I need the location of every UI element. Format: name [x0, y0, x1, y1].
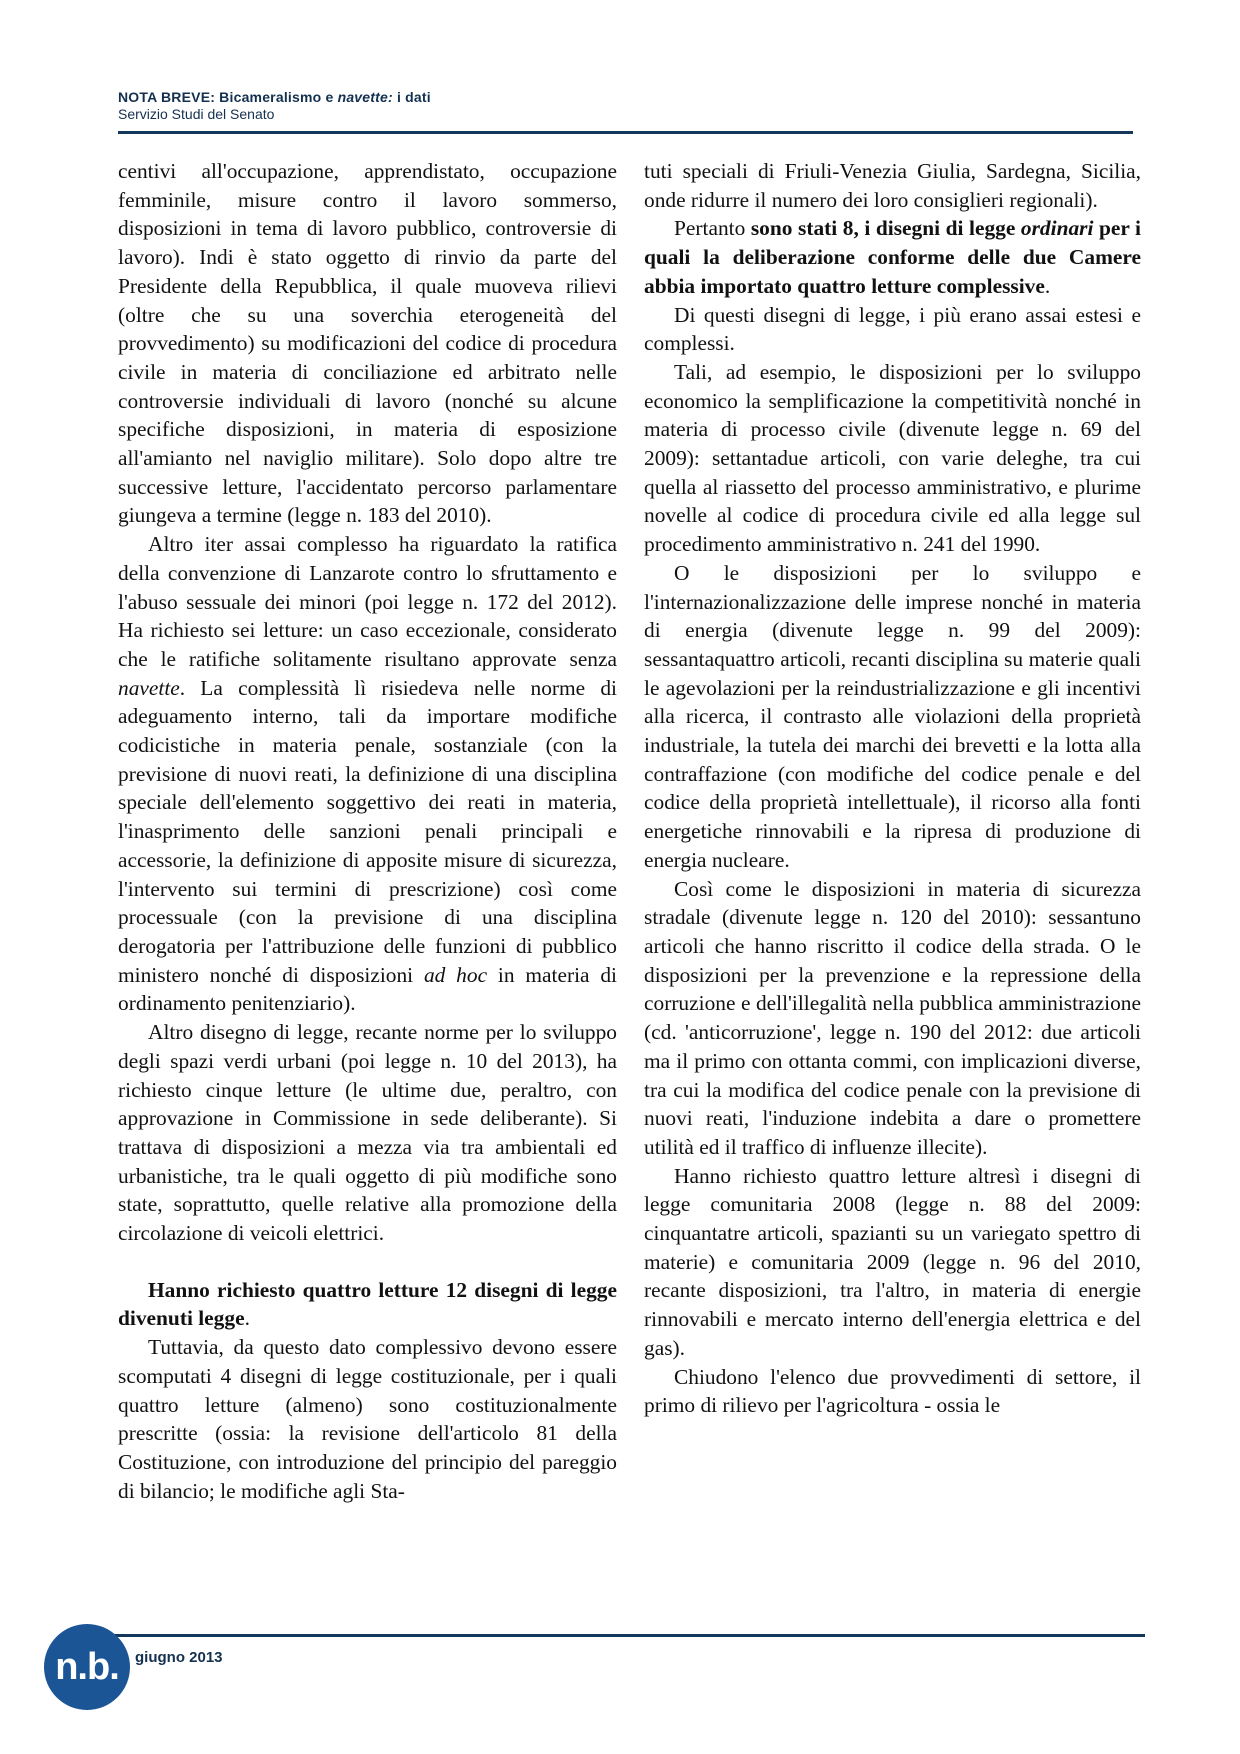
paragraph: Altro disegno di legge, recante norme per lo sviluppo degli spazi verdi urbani (poi legge n. 10 del 2013), ha richiesto cinque letture (le ultime due, peraltro, con approvazione in Commissione in sede deliberante). Si trattava di disposizioni a mezza via tra ambientali ed urbanistiche, tra le quali oggetto di più modifiche sono state, soprattutto, quelle relative alla promozione della circolazione di veicoli elettrici. — [118, 1020, 617, 1246]
left-column — [118, 157, 617, 1505]
footer-date: giugno 2013 — [135, 1649, 223, 1666]
text-run: in materia di ordinamento penitenziario). — [118, 962, 617, 1016]
text-run: . La complessità lì risiedeva nelle norme di adeguamento interno, tali da importare modifiche codicistiche in materia penale, sostanziale (con la previsione di nuovi reati, la definizione di una disciplina speciale dell'elemento soggettivo dei reati in materia, l'inasprimento delle sanzioni penali principali e accessorie, la definizione di apposite misure di sicurezza, l'intervento sui termini di prescrizione) così come processuale (con la previsione di una disciplina derogatoria per l'attribuzione delle funzioni di pubblico ministero nonché di disposizioni — [118, 675, 617, 987]
paragraph — [118, 530, 617, 1018]
logo-text: n.b. — [55, 1645, 119, 1688]
nb-logo — [44, 1624, 130, 1710]
text-run: . — [1044, 273, 1051, 298]
header-title-italic: navette: — [337, 89, 393, 105]
italic-run: ad hoc — [423, 962, 488, 987]
paragraph: Tuttavia, da questo dato complessivo devono essere scomputati 4 disegni di legge costituzionale, per i quali quattro letture (almeno) sono costituzionalmente prescritte (ossia: la revisione dell'articolo 81 della Costituzione, con introduzione del principio del pareggio di bilancio; le modifiche agli Sta- — [118, 1335, 617, 1503]
paragraph: Hanno richiesto quattro letture altresì i disegni di legge comunitaria 2008 (legge n. 88 del 2009: cinquantatre articoli, spazianti su un variegato spettro di materie) e comunitaria 2009 (legge n. 96 del 2010, recante disposizioni, tra l'altro, in materia di energie rinnovabili e mercato interno dell'energia elettrica e del gas). — [644, 1163, 1141, 1360]
page-header — [118, 88, 1130, 123]
highlight-paragraph — [118, 1276, 617, 1333]
paragraph: centivi all'occupazione, apprendistato, occupazione femminile, misure contro il lavoro sommerso, disposizioni in tema di lavoro pubblico, controversie di lavoro). Indi è stato oggetto di rinvio da parte del Presidente della Repubblica, il quale muoveva rilievi (oltre che su una soverchia eterogeneità del provvedimento) su modificazioni del codice di procedura civile in materia di conciliazione ed arbitrato nelle controversie individuali di lavoro (nonché su alcune specifiche disposizioni, in materia di esposizione all'amianto nel naviglio militare). Solo dopo altre tre successive letture, l'accidentato percorso parlamentare giungeva a termine (legge n. 183 del 2010). — [118, 159, 617, 528]
text-run: Pertanto — [674, 216, 751, 241]
paragraph: Così come le disposizioni in materia di sicurezza stradale (divenute legge n. 120 del 2010): sessantuno articoli che hanno riscritto il codice della strada. O le disposizioni per la prevenzione e la repressione della corruzione e dell'illegalità nella pubblica amministrazione (cd. 'anticorruzione', legge n. 190 del 2012: due articoli ma il primo con ottanta commi, con implicazioni diverse, tra cui la modifica del codice penale con la previsione di nuovi reati, l'induzione indebita a dare o promettere utilità ed il traffico di influenze illecite). — [644, 876, 1141, 1159]
paragraph: Tali, ad esempio, le disposizioni per lo sviluppo economico la semplificazione la competitività nonché in materia di processo civile (divenute legge n. 69 del 2009): settantadue articoli, con varie deleghe, tra cui quella al riassetto del processo amministrativo, e plurime novelle al codice di procedura civile ed alla legge sul procedimento amministrativo n. 241 del 1990. — [644, 359, 1141, 557]
text-run: . — [244, 1306, 250, 1331]
bold-italic-run: ordinari — [1020, 216, 1094, 241]
italic-run: navette — [118, 675, 180, 700]
paragraph: tuti speciali di Friuli-Venezia Giulia, Sardegna, Sicilia, onde ridurre il numero dei loro consiglieri regionali). — [644, 159, 1141, 212]
header-divider — [118, 131, 1133, 134]
header-title-suffix: i dati — [392, 89, 431, 105]
paragraph: O le disposizioni per lo sviluppo e l'internazionalizzazione delle imprese nonché in materia di energia (divenute legge n. 99 del 2009): sessantaquattro articoli, recanti disciplina su materie quali le agevolazioni per la reindustrializzazione e gli incentivi alla ricerca, il contrasto alle violazioni della proprietà industriale, la tutela dei marchi dei brevetti e la lotta alla contraffazione (con modifiche del codice penale e del codice della proprietà intellettuale), il ricorso alla fonti energetiche rinnovabili e la ripresa di produzione di energia nucleare. — [644, 560, 1141, 872]
header-subtitle: Servizio Studi del Senato — [118, 106, 275, 122]
header-title — [118, 88, 1130, 106]
paragraph: Di questi disegni di legge, i più erano assai estesi e complessi. — [644, 302, 1141, 356]
header-title-prefix: NOTA BREVE: Bicameralismo e — [118, 89, 338, 105]
highlight-paragraph — [644, 214, 1141, 300]
bold-run: per i quali la deliberazione conforme delle due Camere abbia importato quattro letture complessive — [644, 216, 1141, 298]
bold-run: sono stati 8, i disegni di legge — [750, 216, 1021, 241]
bold-run: Hanno richiesto quattro letture 12 disegni di legge divenuti legge — [118, 1277, 617, 1331]
text-run: Altro iter assai complesso ha riguardato la ratifica della convenzione di Lanzarote contro lo sfruttamento e l'abuso sessuale dei minori (poi legge n. 172 del 2012). Ha richiesto sei letture: un caso eccezionale, considerato che le ratifiche solitamente risultano approvate senza — [118, 532, 617, 671]
footer-divider — [115, 1634, 1145, 1637]
right-column — [644, 157, 1141, 1420]
paragraph: Chiudono l'elenco due provvedimenti di settore, il primo di rilievo per l'agricoltura - ossia le — [644, 1364, 1141, 1418]
